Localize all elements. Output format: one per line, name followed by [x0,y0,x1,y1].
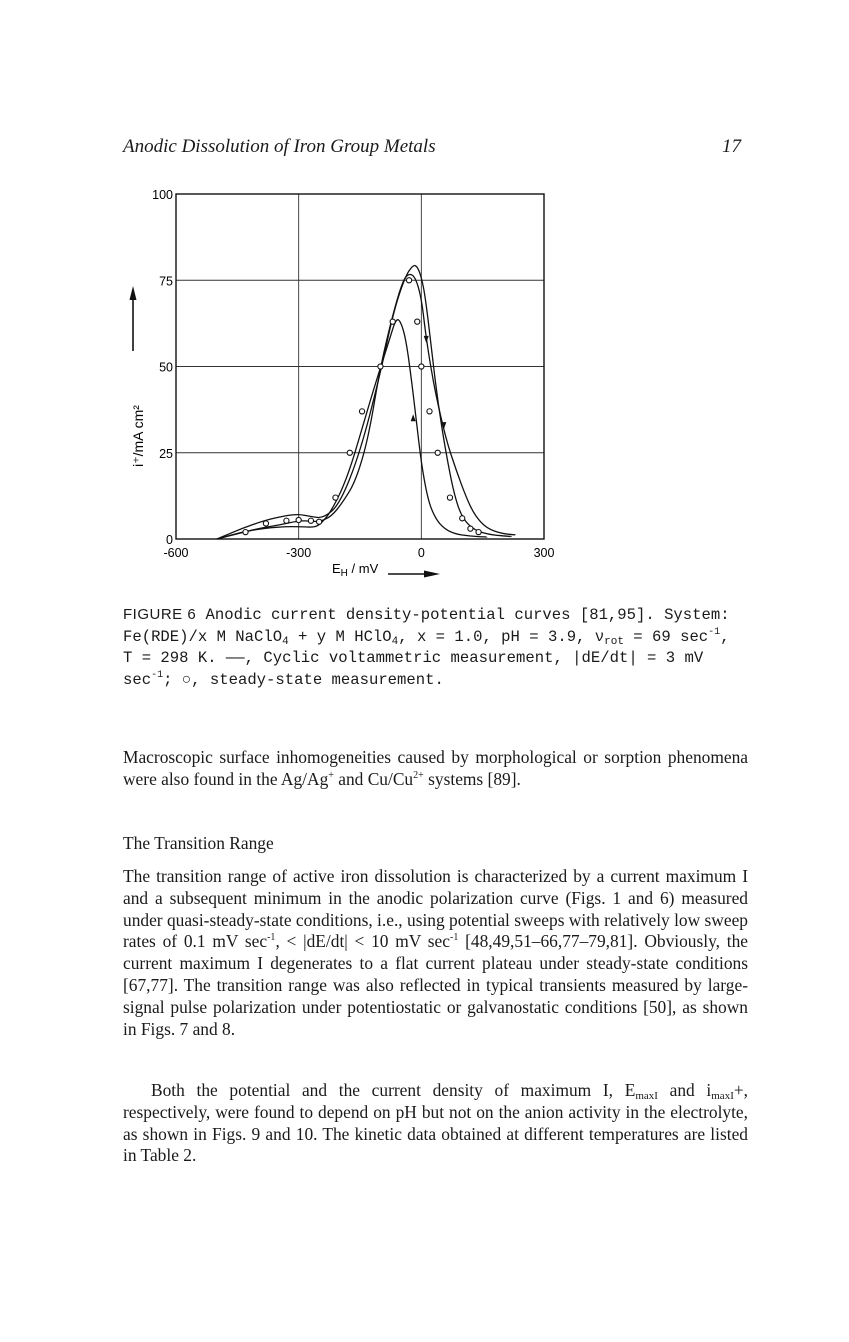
paragraph-maximum-dependence [123,1080,748,1167]
y-tick-label: 100 [152,188,173,202]
caption-line2: Fe(RDE)/x M NaClO [123,627,283,646]
caption-line4: ; ○, steady-state measurement. [163,670,444,689]
steady-state-point [427,409,432,414]
x-tick-label: 300 [533,546,555,560]
y-axis-label-group [130,286,147,467]
caption-line2: , [720,627,730,646]
steady-state-point [435,450,440,455]
steady-state-point [347,450,352,455]
y-tick-label: 75 [159,274,173,289]
caption-sub: 4 [282,635,289,648]
y-axis-arrowhead [130,286,137,300]
paragraph-text: and i [657,1080,712,1100]
page-number: 17 [722,136,741,157]
steady-state-point [468,526,473,531]
figure-6-chart [120,186,580,586]
subscript: maxI [711,1090,734,1102]
subscript: maxI [635,1090,658,1102]
x-tick-labels [163,546,554,560]
caption-line1: Anodic current density-potential curves [81,95]. System: [205,606,730,624]
caption-line2: = 69 sec [623,627,709,646]
steady-state-points [243,278,481,535]
caption-line4: sec [123,670,152,689]
data-curves [217,265,516,539]
x-tick-label: 0 [417,546,425,560]
steady-state-point [333,495,338,500]
sweep-arrow [411,414,416,421]
y-tick-labels [152,188,173,547]
paragraph-text: [48,49,51–66,77–79,81]. Obviously, the current maximum I degenerates to a flat current plateau under steady-state conditions [67,77]. The transition range was also reflected in typical transients measured by large-signal pulse polarization under potentiostatic or galvanostatic conditions [50], as shown in Figs. 7 and 8. [123,931,749,1039]
steady-state-point [419,364,424,369]
x-axis-arrowhead [424,571,440,578]
caption-sub: 4 [391,635,399,648]
steady-state-point [308,518,313,523]
steady-state-point [460,516,465,521]
steady-state-point [390,319,395,324]
steady-state-point [476,530,481,535]
steady-state-point [284,518,289,523]
x-axis-label: $E_H$ / mV [332,561,379,579]
paragraph-text: Both the potential and the current density of maximum I, E [151,1080,636,1100]
caption-sup: -1 [151,669,164,681]
running-head-title: Anodic Dissolution of Iron Group Metals [123,136,436,157]
chart-grid [176,194,544,539]
caption-label: FIGURE 6 [123,606,197,623]
paragraph-transition-range [123,866,748,1040]
superscript: 2+ [413,769,424,781]
steady-state-point [359,409,364,414]
figure-caption [123,604,763,691]
curve-series-3 [217,274,516,539]
y-tick-label: 50 [159,360,173,375]
caption-line2: + y M HClO [288,627,392,646]
x-tick-label: -300 [286,546,312,560]
steady-state-point [378,364,383,369]
sweep-arrow [424,336,429,343]
steady-state-point [263,521,268,526]
paragraph-text: , < |dE/dt| < 10 mV sec [275,931,450,952]
paragraph-text: +, respectively, were found to depend on pH but not on the anion activity in the electrolyte, as shown in Figs. 9 and 10. The kinetic data obtained at different temperatures are listed in Table 2. [123,1080,749,1166]
y-axis-label: i⁺/mA cm² [130,405,146,467]
superscript: -1 [267,932,276,944]
paragraph-text: Macroscopic surface inhomogeneities caused by morphological or sorption phenomena were also found in the Ag/Ag [123,747,748,789]
caption-line3: T = 298 K. ——, Cyclic voltammetric measurement, |dE/dt| = 3 mV [123,649,704,667]
caption-line2: , x = 1.0, pH = 3.9, ν [398,627,605,646]
steady-state-point [296,517,301,522]
steady-state-point [415,319,420,324]
superscript: + [328,769,334,781]
running-head [123,136,743,162]
paragraph-inhomogeneities [123,747,748,791]
x-axis-label-group [332,561,440,579]
paragraph-text: systems [89]. [423,768,521,789]
steady-state-point [447,495,452,500]
y-tick-label: 25 [159,446,173,461]
steady-state-point [243,530,248,535]
superscript: -1 [450,932,459,944]
y-tick-label: 0 [166,533,173,547]
caption-sub: rot [604,635,624,648]
steady-state-point [406,278,411,283]
caption-sup: -1 [708,626,721,638]
x-tick-label: -600 [163,546,189,560]
paragraph-text: and Cu/Cu [333,768,414,789]
curve-series-2 [217,320,487,539]
paragraph-text: The transition range of active iron dissolution is characterized by a current maximum I and a subsequent minimum in the anodic polarization curve (Figs. 1 and 6) measured under quasi-steady-state conditions, i.e., using potential sweeps with relatively low sweep rates of 0.1 mV sec [123,866,748,952]
steady-state-point [317,519,322,524]
section-heading: The Transition Range [123,833,274,853]
